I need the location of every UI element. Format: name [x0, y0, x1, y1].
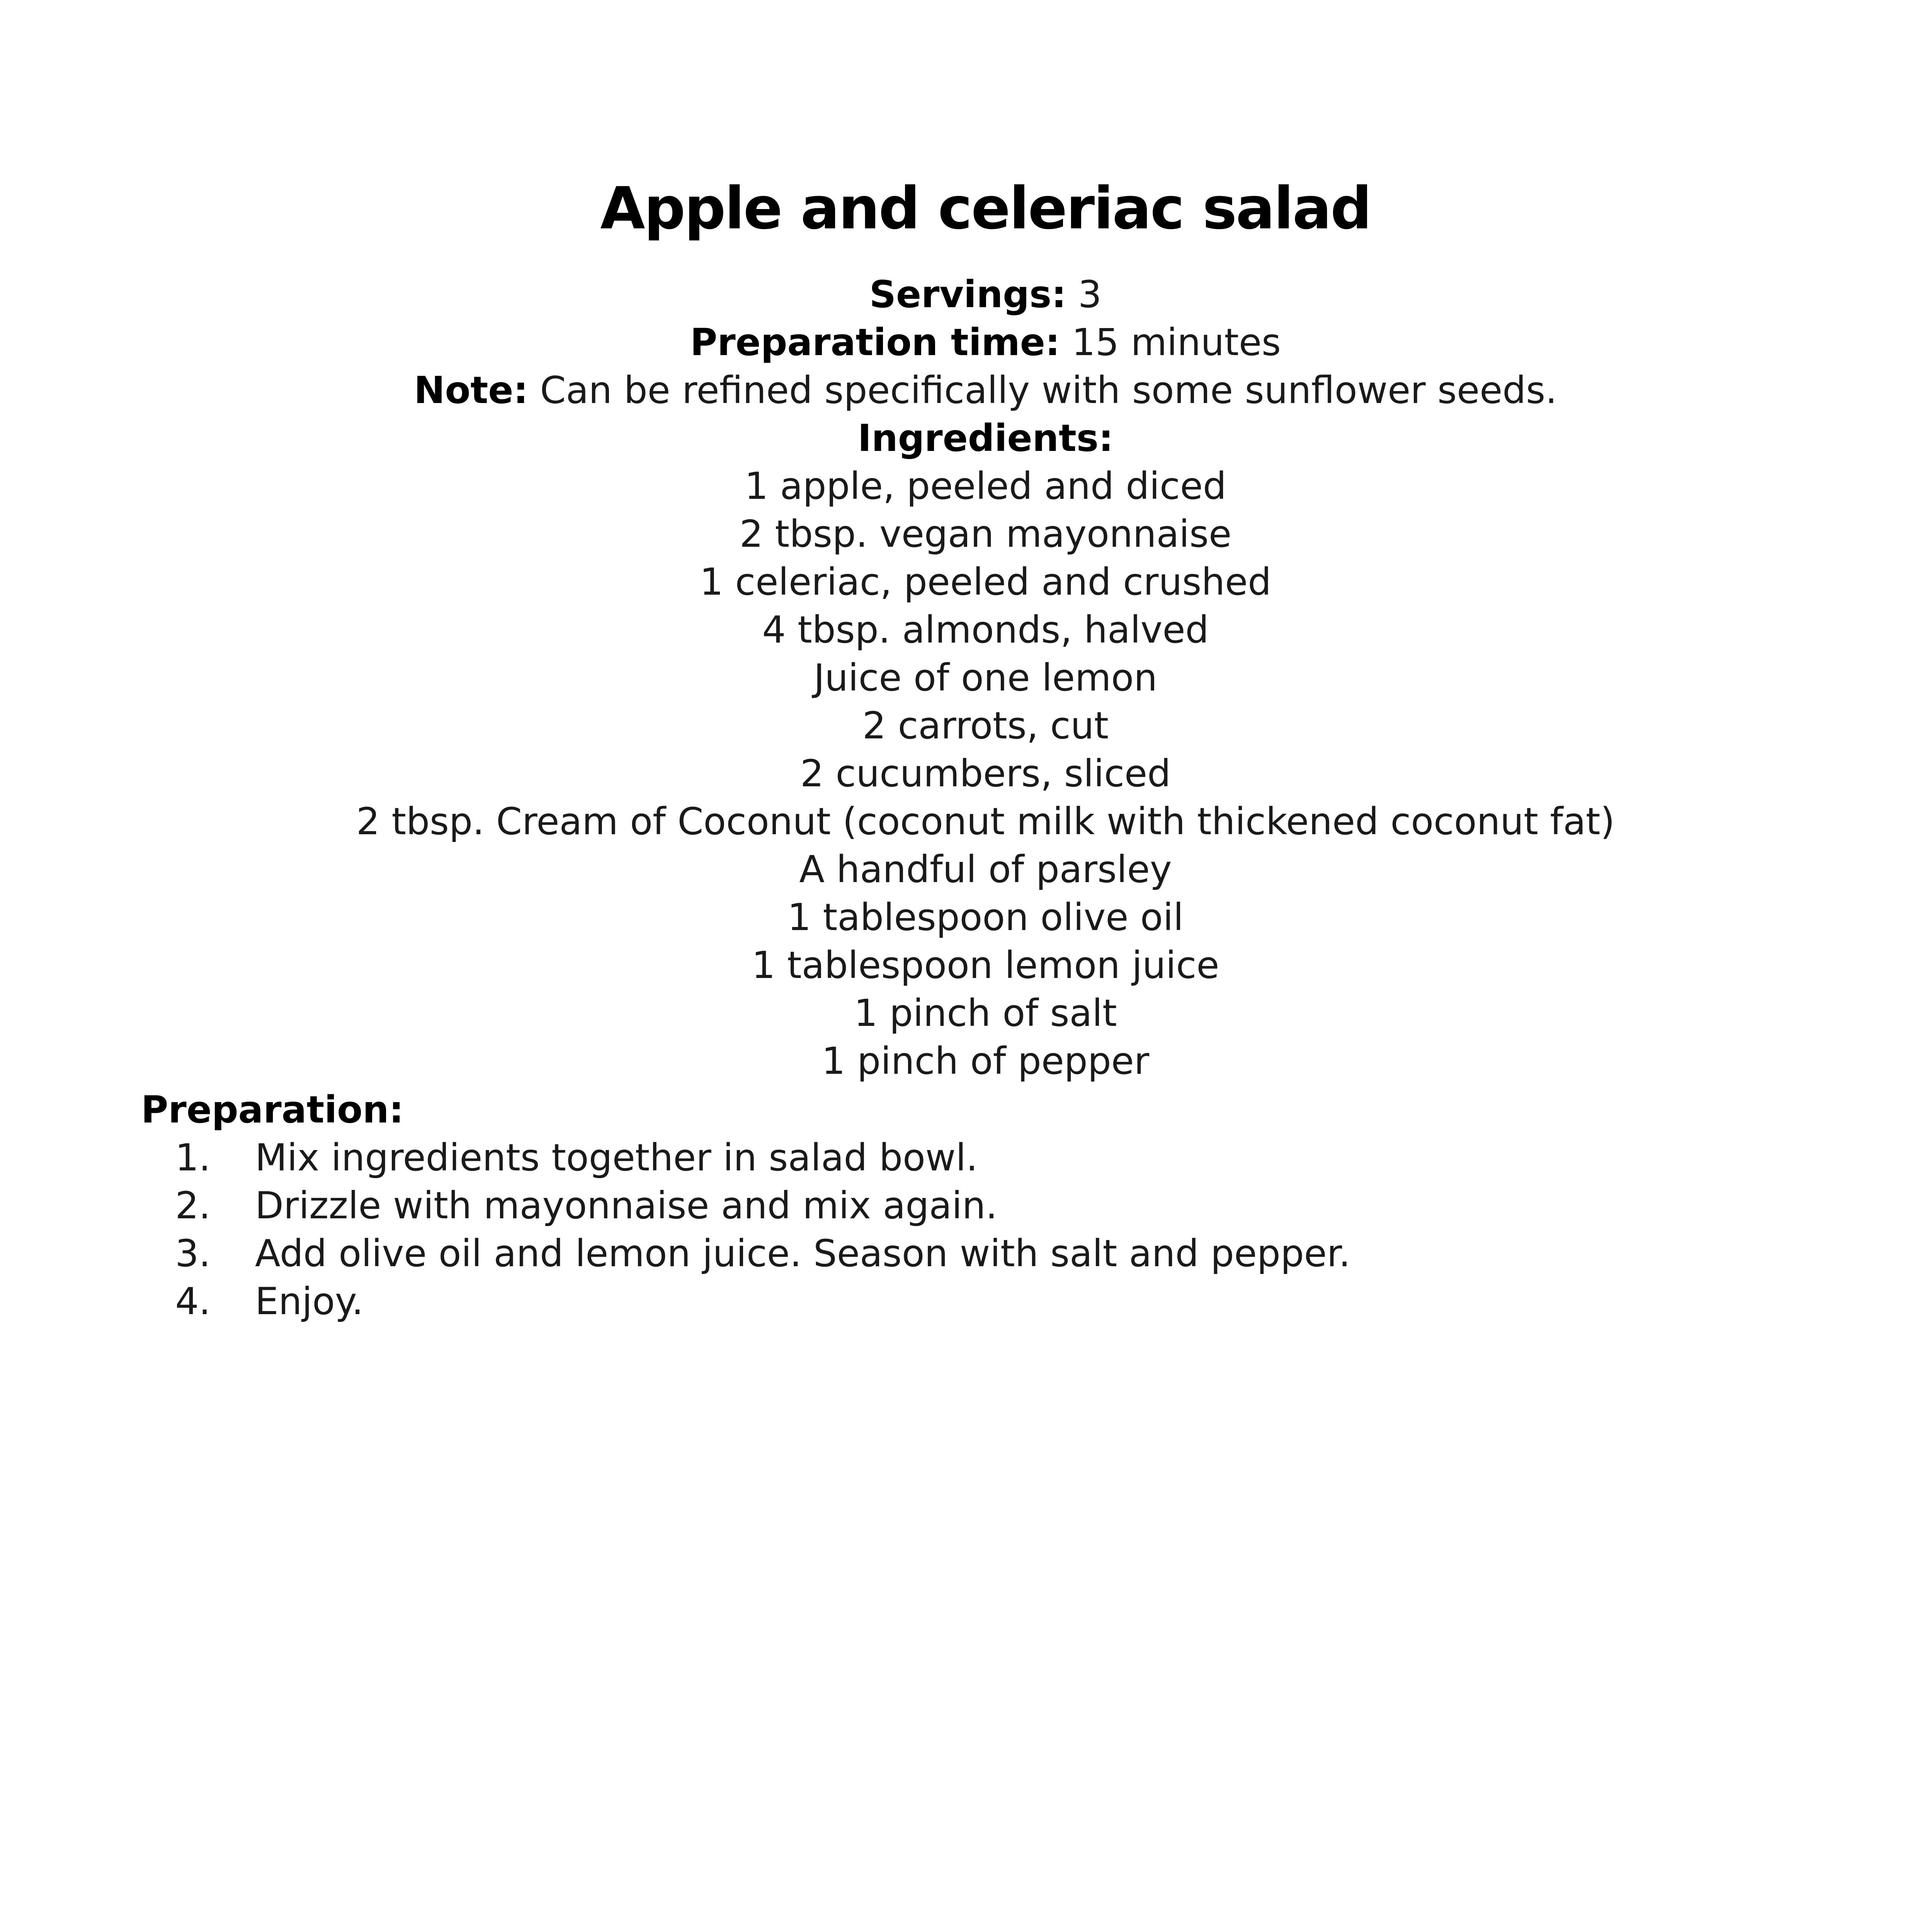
step-text: Drizzle with mayonnaise and mix again.	[255, 1184, 998, 1227]
step-number: 3.	[175, 1232, 211, 1275]
step-item	[141, 1182, 1841, 1230]
ingredient-item: 1 tablespoon olive oil	[787, 896, 1184, 939]
note-line	[0, 366, 1932, 414]
servings-line	[0, 270, 1932, 318]
prep-time-value: 15 minutes	[1071, 321, 1281, 364]
ingredient-item: 1 celeriac, peeled and crushed	[699, 560, 1272, 604]
note-value: Can be refined specifically with some sunflower seeds.	[540, 369, 1557, 412]
servings-label: Servings:	[869, 273, 1066, 316]
ingredient-item: 2 tbsp. vegan mayonnaise	[739, 512, 1232, 556]
ingredient-item: 1 pinch of pepper	[821, 1039, 1150, 1083]
prep-time-label: Preparation time:	[690, 321, 1060, 364]
ingredient-item: 1 tablespoon lemon juice	[752, 944, 1219, 987]
preparation-section	[141, 1086, 1841, 1325]
step-item	[141, 1277, 1841, 1325]
step-number: 2.	[175, 1184, 211, 1227]
ingredient-item: A handful of parsley	[799, 848, 1172, 891]
note-label: Note:	[414, 369, 528, 412]
step-number: 4.	[175, 1280, 211, 1323]
step-number: 1.	[175, 1136, 211, 1179]
ingredient-item: 1 apple, peeled and diced	[745, 464, 1226, 508]
ingredients-heading: Ingredients:	[857, 417, 1114, 460]
ingredient-item: 4 tbsp. almonds, halved	[762, 608, 1209, 651]
step-text: Add olive oil and lemon juice. Season with salt and pepper.	[255, 1232, 1350, 1275]
step-text: Mix ingredients together in salad bowl.	[255, 1136, 978, 1179]
ingredient-item: 2 tbsp. Cream of Coconut (coconut milk with thickened coconut fat)	[356, 800, 1615, 843]
ingredient-item: 1 pinch of salt	[854, 992, 1117, 1035]
step-text: Enjoy.	[255, 1280, 364, 1323]
prep-time-line	[0, 318, 1932, 366]
recipe-summary	[0, 270, 1932, 1085]
ingredient-item: Juice of one lemon	[813, 656, 1158, 699]
ingredient-item: 2 cucumbers, sliced	[800, 752, 1171, 795]
servings-value: 3	[1078, 273, 1102, 316]
recipe-title: Apple and celeriac salad	[600, 175, 1371, 242]
preparation-heading: Preparation:	[141, 1088, 404, 1131]
ingredient-item: 2 carrots, cut	[862, 704, 1109, 747]
step-item	[141, 1134, 1841, 1182]
preparation-steps	[141, 1134, 1841, 1325]
step-item	[141, 1230, 1841, 1277]
